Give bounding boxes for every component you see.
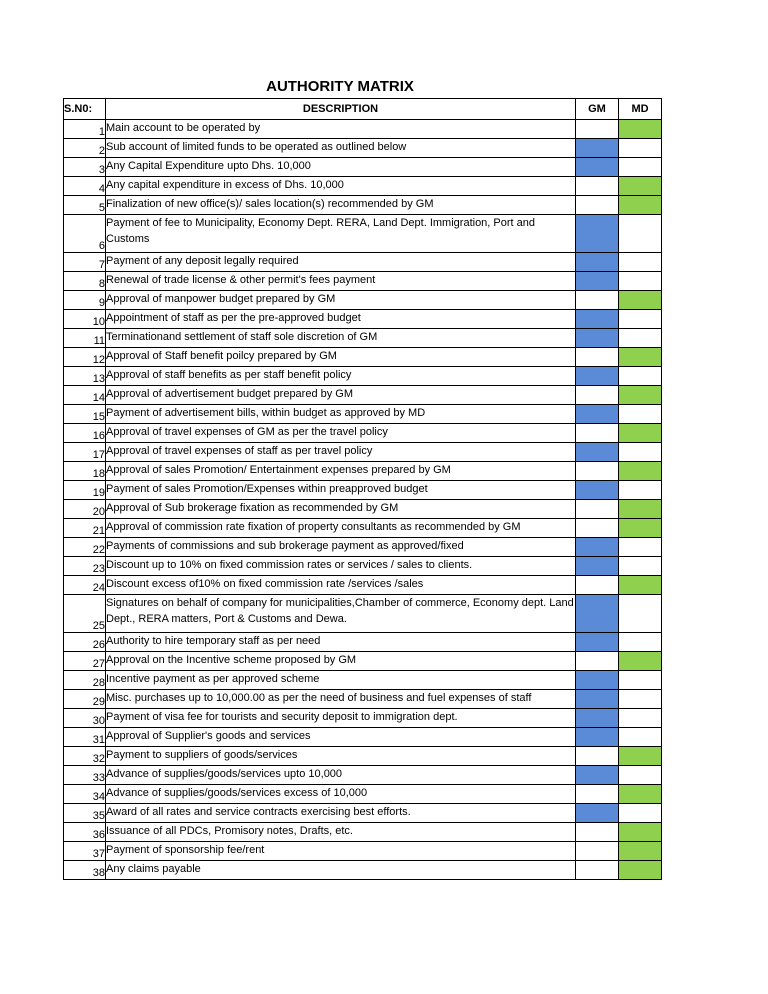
table-row <box>64 177 662 196</box>
md-authority-cell <box>619 139 662 158</box>
row-number: 5 <box>64 196 106 215</box>
md-authority-cell <box>619 633 662 652</box>
md-authority-cell <box>619 253 662 272</box>
row-description: Approval of commission rate fixation of property consultants as recommended by GM <box>106 519 576 538</box>
table-row <box>64 386 662 405</box>
row-number: 22 <box>64 538 106 557</box>
table-row <box>64 272 662 291</box>
md-authority-cell <box>619 443 662 462</box>
row-number: 38 <box>64 861 106 880</box>
table-row <box>64 785 662 804</box>
md-authority-cell <box>619 690 662 709</box>
row-description: Approval of travel expenses of staff as per travel policy <box>106 443 576 462</box>
row-description: Issuance of all PDCs, Promisory notes, Drafts, etc. <box>106 823 576 842</box>
md-authority-cell-filled <box>619 177 662 196</box>
md-authority-cell-filled <box>619 576 662 595</box>
row-number: 34 <box>64 785 106 804</box>
gm-authority-cell <box>576 652 619 671</box>
table-row <box>64 329 662 348</box>
md-authority-cell <box>619 367 662 386</box>
table-row <box>64 253 662 272</box>
table-row <box>64 500 662 519</box>
table-row <box>64 633 662 652</box>
row-number: 14 <box>64 386 106 405</box>
authority-matrix-table <box>63 98 662 880</box>
row-description: Payment of any deposit legally required <box>106 253 576 272</box>
row-description: Payments of commissions and sub brokerage payment as approved/fixed <box>106 538 576 557</box>
md-authority-cell-filled <box>619 861 662 880</box>
md-authority-cell-filled <box>619 462 662 481</box>
row-number: 36 <box>64 823 106 842</box>
row-number: 28 <box>64 671 106 690</box>
row-description: Approval of advertisement budget prepared by GM <box>106 386 576 405</box>
gm-authority-cell <box>576 177 619 196</box>
gm-authority-cell-filled <box>576 158 619 177</box>
row-description: Payment of sales Promotion/Expenses within preapproved budget <box>106 481 576 500</box>
row-number: 31 <box>64 728 106 747</box>
table-row <box>64 424 662 443</box>
table-row <box>64 405 662 424</box>
row-description: Advance of supplies/goods/services excess of 10,000 <box>106 785 576 804</box>
md-authority-cell <box>619 538 662 557</box>
table-row <box>64 671 662 690</box>
gm-authority-cell <box>576 291 619 310</box>
row-description: Incentive payment as per approved scheme <box>106 671 576 690</box>
gm-authority-cell-filled <box>576 481 619 500</box>
md-authority-cell <box>619 310 662 329</box>
gm-authority-cell <box>576 519 619 538</box>
gm-authority-cell <box>576 500 619 519</box>
table-row <box>64 709 662 728</box>
md-authority-cell-filled <box>619 842 662 861</box>
gm-authority-cell-filled <box>576 215 619 253</box>
row-description: Discount up to 10% on fixed commission rates or services / sales to clients. <box>106 557 576 576</box>
gm-authority-cell-filled <box>576 804 619 823</box>
row-description: Payment of advertisement bills, within budget as approved by MD <box>106 405 576 424</box>
row-description: Payment of sponsorship fee/rent <box>106 842 576 861</box>
md-authority-cell-filled <box>619 120 662 139</box>
table-row <box>64 557 662 576</box>
md-authority-cell-filled <box>619 386 662 405</box>
gm-authority-cell <box>576 120 619 139</box>
gm-authority-cell <box>576 424 619 443</box>
matrix-body <box>64 120 662 880</box>
gm-authority-cell <box>576 576 619 595</box>
row-description: Any capital expenditure in excess of Dhs. 10,000 <box>106 177 576 196</box>
md-authority-cell-filled <box>619 652 662 671</box>
header-gm: GM <box>576 99 619 120</box>
gm-authority-cell <box>576 842 619 861</box>
md-authority-cell-filled <box>619 500 662 519</box>
row-description: Finalization of new office(s)/ sales location(s) recommended by GM <box>106 196 576 215</box>
table-row <box>64 348 662 367</box>
row-description: Renewal of trade license & other permit's fees payment <box>106 272 576 291</box>
gm-authority-cell-filled <box>576 139 619 158</box>
gm-authority-cell-filled <box>576 690 619 709</box>
row-description: Payment of fee to Municipality, Economy Dept. RERA, Land Dept. Immigration, Port and Customs <box>106 215 576 253</box>
row-number: 29 <box>64 690 106 709</box>
row-description: Approval of travel expenses of GM as per the travel policy <box>106 424 576 443</box>
gm-authority-cell <box>576 348 619 367</box>
table-row <box>64 139 662 158</box>
row-description: Payment to suppliers of goods/services <box>106 747 576 766</box>
table-row <box>64 690 662 709</box>
md-authority-cell <box>619 804 662 823</box>
gm-authority-cell-filled <box>576 709 619 728</box>
gm-authority-cell-filled <box>576 405 619 424</box>
md-authority-cell-filled <box>619 196 662 215</box>
table-row <box>64 443 662 462</box>
row-number: 19 <box>64 481 106 500</box>
row-description: Main account to be operated by <box>106 120 576 139</box>
row-description: Authority to hire temporary staff as per need <box>106 633 576 652</box>
md-authority-cell <box>619 766 662 785</box>
table-row <box>64 766 662 785</box>
md-authority-cell-filled <box>619 424 662 443</box>
table-row <box>64 367 662 386</box>
table-row <box>64 652 662 671</box>
md-authority-cell <box>619 158 662 177</box>
row-description: Misc. purchases up to 10,000.00 as per the need of business and fuel expenses of staff <box>106 690 576 709</box>
md-authority-cell <box>619 728 662 747</box>
gm-authority-cell <box>576 785 619 804</box>
table-row <box>64 215 662 253</box>
md-authority-cell-filled <box>619 291 662 310</box>
table-row <box>64 310 662 329</box>
md-authority-cell <box>619 557 662 576</box>
row-number: 24 <box>64 576 106 595</box>
table-row <box>64 728 662 747</box>
md-authority-cell-filled <box>619 747 662 766</box>
row-description: Sub account of limited funds to be operated as outlined below <box>106 139 576 158</box>
gm-authority-cell-filled <box>576 728 619 747</box>
row-number: 37 <box>64 842 106 861</box>
md-authority-cell <box>619 595 662 633</box>
row-description: Payment of visa fee for tourists and security deposit to immigration dept. <box>106 709 576 728</box>
table-row <box>64 804 662 823</box>
table-row <box>64 120 662 139</box>
table-row <box>64 576 662 595</box>
row-number: 1 <box>64 120 106 139</box>
row-number: 35 <box>64 804 106 823</box>
row-description: Approval of Supplier's goods and services <box>106 728 576 747</box>
table-row <box>64 462 662 481</box>
row-number: 15 <box>64 405 106 424</box>
row-description: Advance of supplies/goods/services upto 10,000 <box>106 766 576 785</box>
row-number: 13 <box>64 367 106 386</box>
gm-authority-cell-filled <box>576 272 619 291</box>
row-description: Discount excess of10% on fixed commission rate /services /sales <box>106 576 576 595</box>
table-row <box>64 481 662 500</box>
row-description: Approval of manpower budget prepared by GM <box>106 291 576 310</box>
row-number: 32 <box>64 747 106 766</box>
md-authority-cell <box>619 405 662 424</box>
gm-authority-cell-filled <box>576 310 619 329</box>
page-title: AUTHORITY MATRIX <box>266 78 414 95</box>
row-number: 8 <box>64 272 106 291</box>
md-authority-cell <box>619 481 662 500</box>
header-row <box>64 99 662 120</box>
md-authority-cell-filled <box>619 348 662 367</box>
row-number: 20 <box>64 500 106 519</box>
row-number: 30 <box>64 709 106 728</box>
row-description: Approval of Sub brokerage fixation as recommended by GM <box>106 500 576 519</box>
md-authority-cell-filled <box>619 785 662 804</box>
row-description: Approval of Staff benefit poilcy prepared by GM <box>106 348 576 367</box>
gm-authority-cell-filled <box>576 253 619 272</box>
table-row <box>64 158 662 177</box>
header-md: MD <box>619 99 662 120</box>
table-row <box>64 861 662 880</box>
row-number: 2 <box>64 139 106 158</box>
row-number: 4 <box>64 177 106 196</box>
md-authority-cell <box>619 215 662 253</box>
row-number: 27 <box>64 652 106 671</box>
table-row <box>64 291 662 310</box>
row-number: 10 <box>64 310 106 329</box>
md-authority-cell <box>619 709 662 728</box>
gm-authority-cell <box>576 196 619 215</box>
gm-authority-cell-filled <box>576 595 619 633</box>
row-description: Approval of staff benefits as per staff benefit policy <box>106 367 576 386</box>
row-number: 12 <box>64 348 106 367</box>
table-row <box>64 823 662 842</box>
row-number: 18 <box>64 462 106 481</box>
row-description: Appointment of staff as per the pre-approved budget <box>106 310 576 329</box>
table-row <box>64 196 662 215</box>
row-number: 23 <box>64 557 106 576</box>
row-description: Award of all rates and service contracts exercising best efforts. <box>106 804 576 823</box>
row-description: Signatures on behalf of company for municipalities,Chamber of commerce, Economy dept. Land Dept., RERA matters, Port & Customs and Dewa. <box>106 595 576 633</box>
gm-authority-cell <box>576 462 619 481</box>
row-description: Terminationand settlement of staff sole discretion of GM <box>106 329 576 348</box>
row-number: 25 <box>64 595 106 633</box>
gm-authority-cell-filled <box>576 367 619 386</box>
md-authority-cell <box>619 671 662 690</box>
gm-authority-cell-filled <box>576 329 619 348</box>
gm-authority-cell-filled <box>576 633 619 652</box>
gm-authority-cell <box>576 823 619 842</box>
row-description: Approval on the Incentive scheme proposed by GM <box>106 652 576 671</box>
gm-authority-cell-filled <box>576 671 619 690</box>
table-row <box>64 538 662 557</box>
row-number: 33 <box>64 766 106 785</box>
table-row <box>64 595 662 633</box>
row-number: 17 <box>64 443 106 462</box>
gm-authority-cell <box>576 747 619 766</box>
header-sno: S.N0: <box>64 99 106 120</box>
row-description: Any Capital Expenditure upto Dhs. 10,000 <box>106 158 576 177</box>
row-description: Approval of sales Promotion/ Entertainment expenses prepared by GM <box>106 462 576 481</box>
table-row <box>64 519 662 538</box>
md-authority-cell <box>619 272 662 291</box>
row-number: 11 <box>64 329 106 348</box>
row-description: Any claims payable <box>106 861 576 880</box>
row-number: 7 <box>64 253 106 272</box>
md-authority-cell-filled <box>619 519 662 538</box>
row-number: 3 <box>64 158 106 177</box>
gm-authority-cell-filled <box>576 557 619 576</box>
table-row <box>64 747 662 766</box>
gm-authority-cell <box>576 861 619 880</box>
gm-authority-cell <box>576 386 619 405</box>
table-row <box>64 842 662 861</box>
gm-authority-cell-filled <box>576 538 619 557</box>
row-number: 6 <box>64 215 106 253</box>
row-number: 16 <box>64 424 106 443</box>
md-authority-cell-filled <box>619 823 662 842</box>
row-number: 21 <box>64 519 106 538</box>
row-number: 9 <box>64 291 106 310</box>
row-number: 26 <box>64 633 106 652</box>
gm-authority-cell-filled <box>576 443 619 462</box>
header-description: DESCRIPTION <box>106 99 576 120</box>
gm-authority-cell-filled <box>576 766 619 785</box>
md-authority-cell <box>619 329 662 348</box>
